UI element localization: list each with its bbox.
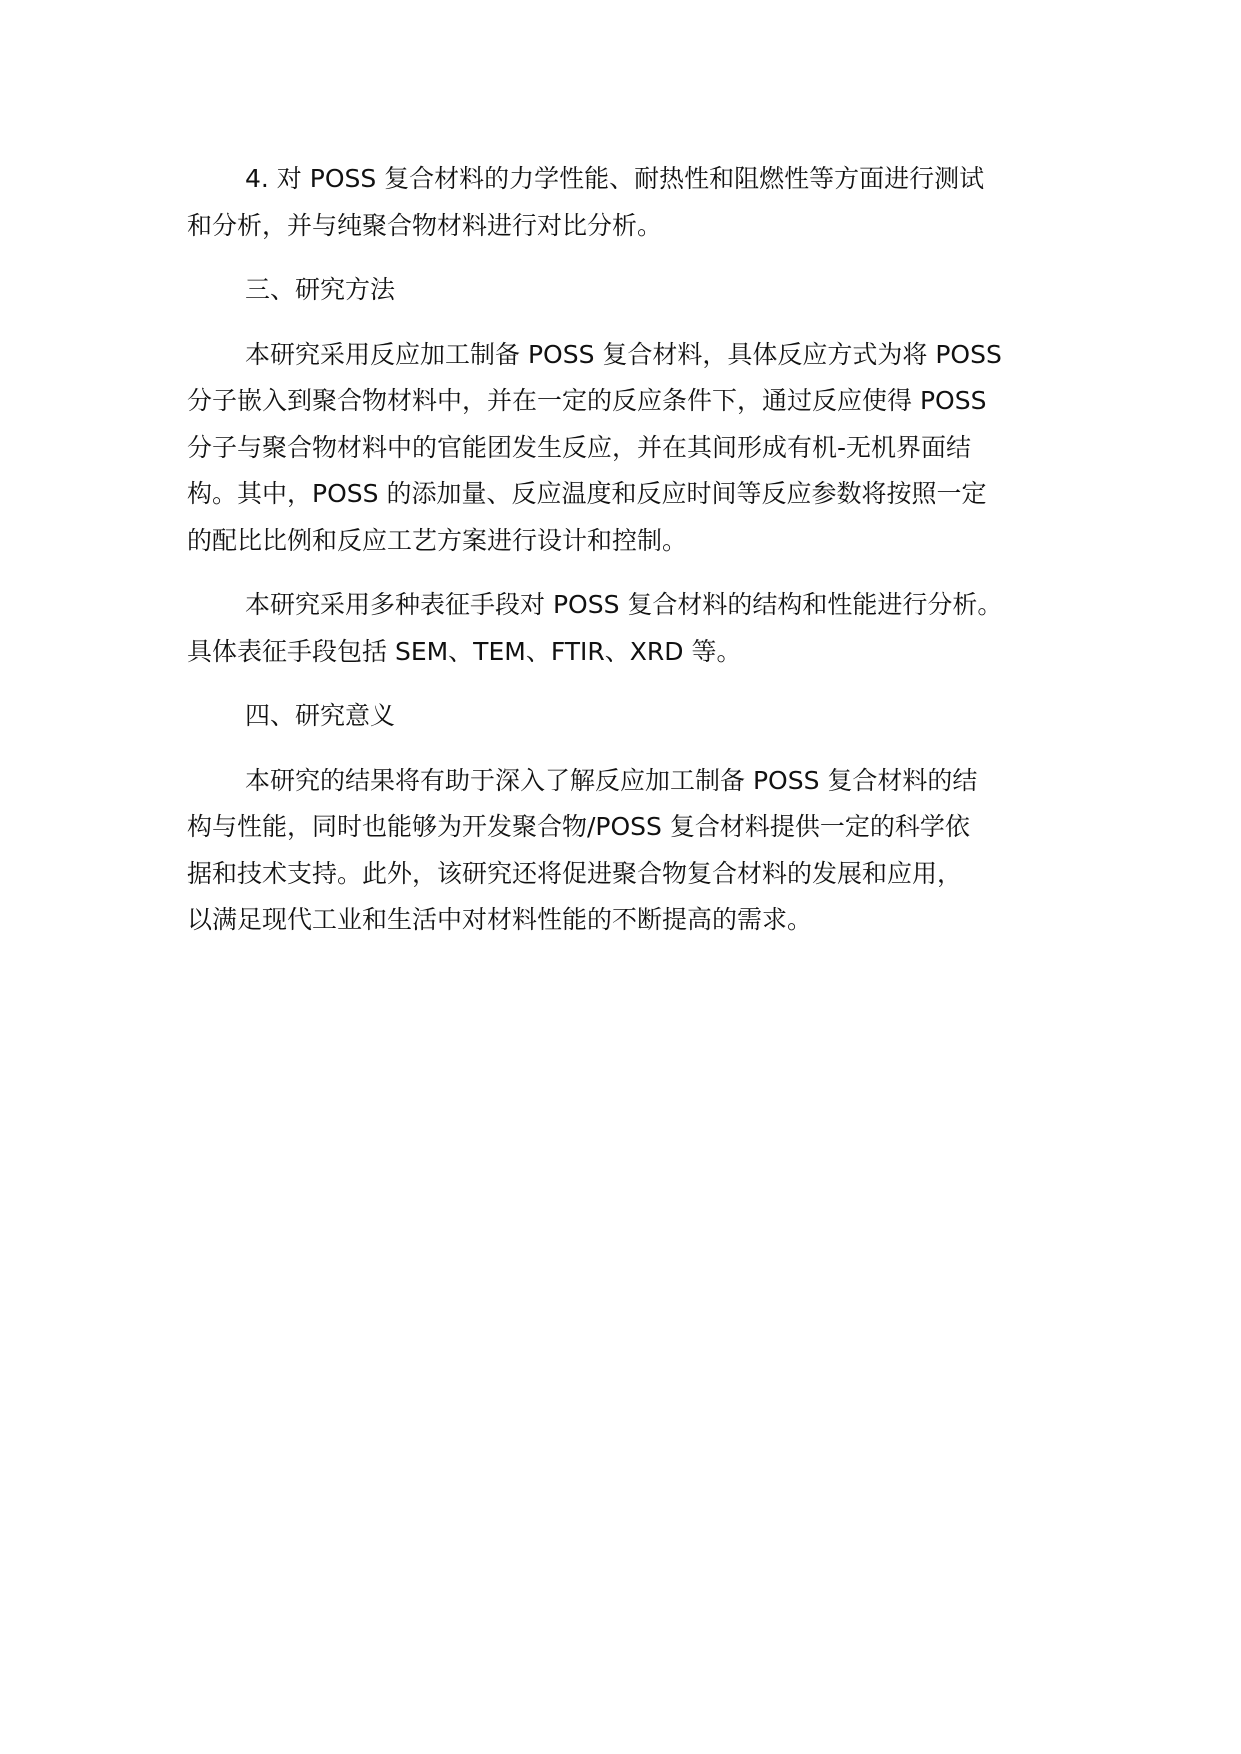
text-line: 本研究采用反应加工制备 POSS 复合材料，具体反应方式为将 POSS — [245, 339, 1002, 369]
text-line: 分子与聚合物材料中的官能团发生反应，并在其间形成有机-无机界面结 — [187, 432, 972, 462]
text-line: 构与性能，同时也能够为开发聚合物/POSS 复合材料提供一定的科学依 — [187, 812, 970, 841]
text-line: 构。其中，POSS 的添加量、反应温度和反应时间等反应参数将按照一定 — [187, 479, 987, 508]
text-line: 4. 对 POSS 复合材料的力学性能、耐热性和阻燃性等方面进行测试 — [245, 164, 985, 193]
document-body — [187, 156, 1057, 962]
text-line: 的配比比例和反应工艺方案进行设计和控制。 — [187, 525, 688, 555]
text-line: 本研究采用多种表征手段对 POSS 复合材料的结构和性能进行分析。 — [245, 590, 1003, 619]
text-line: 以满足现代工业和生活中对材料性能的不断提高的需求。 — [187, 905, 813, 934]
text-line: 据和技术支持。此外，该研究还将促进聚合物复合材料的发展和应用， — [187, 858, 963, 888]
text-line: 具体表征手段包括 SEM、TEM、FTIR、XRD 等。 — [187, 636, 742, 666]
paragraph-objective-4 — [187, 156, 1057, 249]
section-heading-research-significance: 四、研究意义 — [245, 701, 396, 730]
paragraph-methods-preparation — [187, 332, 1057, 565]
text-line: 和分析，并与纯聚合物材料进行对比分析。 — [187, 210, 663, 240]
text-line: 本研究的结果将有助于深入了解反应加工制备 POSS 复合材料的结 — [245, 765, 978, 795]
paragraph-methods-characterization — [187, 582, 1057, 675]
section-heading-research-methods: 三、研究方法 — [245, 275, 396, 304]
text-line: 分子嵌入到聚合物材料中，并在一定的反应条件下，通过反应使得 POSS — [187, 386, 987, 415]
paragraph-significance — [187, 758, 1057, 944]
